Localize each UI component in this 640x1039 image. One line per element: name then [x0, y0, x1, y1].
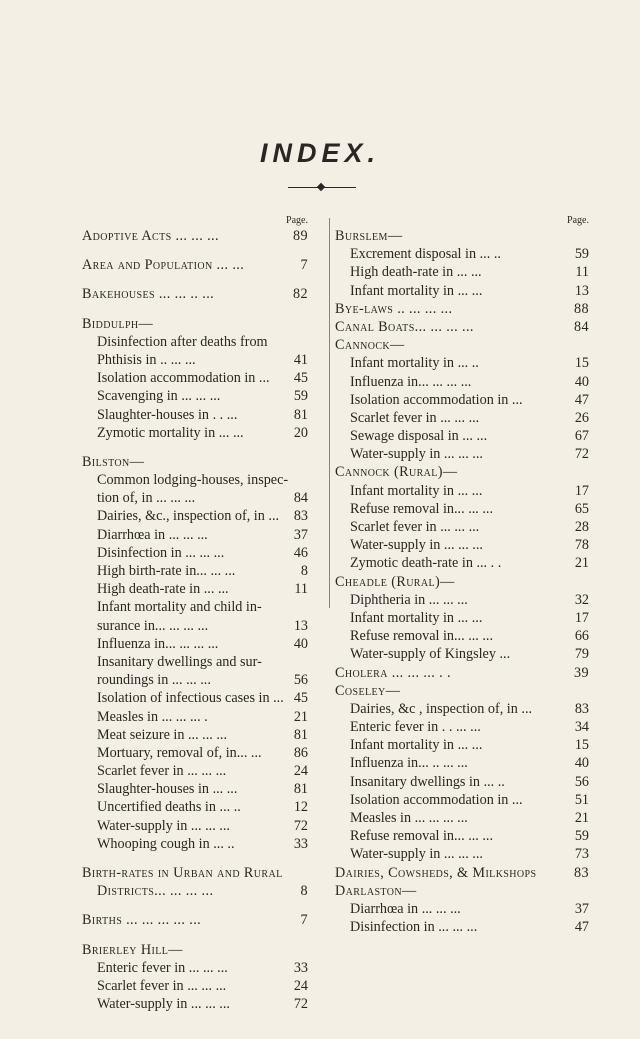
page-number: 20 — [293, 424, 308, 441]
index-subentry — [82, 526, 308, 544]
index-subentry — [335, 282, 589, 300]
page-number: 86 — [293, 744, 308, 761]
index-entry — [335, 664, 589, 682]
entry-text: Coseley— — [335, 682, 401, 699]
entry-text: High birth-rate in... ... ... — [97, 563, 236, 579]
index-subentry — [335, 918, 589, 936]
entry-text: Scarlet fever in ... ... ... — [350, 409, 480, 426]
page-number: 59 — [574, 246, 589, 263]
page-number: 13 — [574, 282, 589, 299]
index-subentry — [82, 580, 308, 598]
index-subentry — [82, 387, 308, 405]
index-subentry — [82, 653, 308, 671]
index-subentry — [82, 369, 308, 387]
index-subentry — [335, 482, 589, 500]
page-number: 72 — [293, 817, 308, 834]
index-subentry — [335, 700, 589, 718]
page-number: 56 — [574, 773, 589, 790]
page-number: 89 — [293, 228, 308, 244]
index-subentry — [335, 900, 589, 918]
index-subentry — [82, 835, 308, 853]
entry-text: High death-rate in ... ... — [350, 264, 482, 281]
entry-text: Isolation of infectious cases in ... — [97, 690, 284, 707]
entry-text: Refuse removal in... ... ... — [350, 628, 494, 645]
index-subentry — [335, 518, 589, 536]
entry-text: Infant mortality in ... ... — [350, 282, 483, 299]
index-subentry — [82, 882, 308, 900]
entry-text: Burslem— — [335, 228, 403, 244]
section-spacer — [82, 442, 308, 453]
index-subentry — [335, 391, 589, 409]
index-subentry — [335, 827, 589, 845]
page-number: 17 — [574, 482, 589, 499]
page-number: 47 — [574, 391, 589, 408]
entry-text: Diarrhœa in ... ... ... — [97, 526, 208, 543]
index-subentry — [82, 708, 308, 726]
index-subentry — [335, 409, 589, 427]
page-number: 37 — [574, 900, 589, 917]
diamond-ornament-icon — [317, 183, 325, 191]
entry-text: Diphtheria in ... ... ... — [350, 591, 468, 608]
index-subentry — [82, 798, 308, 816]
page-number: 7 — [300, 912, 308, 929]
index-subentry — [82, 507, 308, 525]
index-entry — [335, 300, 589, 318]
page-number: 45 — [293, 370, 308, 387]
index-subentry — [335, 791, 589, 809]
index-entry — [82, 227, 308, 245]
entry-text: Disinfection in ... ... ... — [350, 919, 478, 936]
page-number: 11 — [575, 264, 589, 281]
page-column-heading: Page. — [286, 215, 308, 226]
entry-text: Cholera ... ... ... . . — [335, 664, 451, 681]
index-subentry — [82, 598, 308, 616]
index-subentry — [82, 471, 308, 489]
entry-text: Dairies, &c., inspection of, in ... — [97, 508, 280, 525]
entry-text: Influenza in... ... ... ... — [350, 373, 472, 390]
index-subentry — [335, 754, 589, 772]
index-subentry — [82, 780, 308, 798]
entry-text: Disinfection in ... ... ... — [97, 544, 225, 561]
page-number: 26 — [574, 409, 589, 426]
index-subentry — [82, 617, 308, 635]
index-subentry — [82, 959, 308, 977]
page-number: 45 — [293, 690, 308, 707]
page-number: 73 — [574, 846, 589, 863]
entry-text: Bye-laws .. ... ... ... — [335, 300, 453, 317]
entry-text: Births ... ... ... ... ... — [82, 912, 202, 929]
entry-text: Biddulph— — [82, 315, 154, 332]
entry-text: Excrement disposal in ... .. — [350, 246, 501, 263]
index-subentry — [335, 245, 589, 263]
entry-text: Disinfection after deaths from — [97, 333, 268, 350]
page-number: 88 — [574, 300, 589, 317]
index-entry — [82, 285, 308, 303]
entry-text: roundings in ... ... ... — [97, 672, 211, 689]
page-number: 12 — [293, 799, 308, 816]
entry-text: Refuse removal in... ... ... — [350, 828, 494, 845]
page-number: 40 — [574, 373, 589, 390]
entry-text: Water-supply in ... ... ... — [97, 817, 230, 834]
entry-text: Sewage disposal in ... ... — [350, 428, 488, 445]
page-number: 79 — [574, 646, 589, 663]
index-subentry — [335, 263, 589, 281]
entry-text: Darlaston— — [335, 882, 417, 899]
index-subentry — [335, 354, 589, 372]
page-number: 47 — [574, 919, 589, 936]
index-subentry — [335, 445, 589, 463]
page-number: 83 — [574, 864, 589, 881]
page-number: 83 — [293, 508, 308, 525]
index-left-column — [82, 215, 308, 1013]
entry-text: Whooping cough in ... .. — [97, 835, 235, 852]
index-subentry — [82, 489, 308, 507]
index-subentry — [335, 609, 589, 627]
index-subentry — [82, 635, 308, 653]
entry-text: Infant mortality in ... ... — [350, 609, 483, 626]
entry-text: Bakehouses ... ... .. ... — [82, 286, 215, 303]
entry-text: Dairies, Cowsheds, & Milkshops — [335, 864, 537, 881]
page-title: INDEX. — [259, 138, 381, 168]
index-entry — [82, 453, 308, 471]
index-subentry — [82, 744, 308, 762]
entry-text: Diarrhœa in ... ... ... — [350, 900, 461, 917]
page-number: 82 — [293, 286, 308, 303]
entry-text: Infant mortality and child in- — [97, 599, 262, 616]
index-subentry — [335, 736, 589, 754]
entry-text: Zymotic death-rate in ... . . — [350, 555, 502, 572]
entry-text: Influenza in... .. ... ... — [350, 755, 468, 772]
page-number: 46 — [293, 544, 308, 561]
page-number: 7 — [300, 257, 308, 274]
page-number: 56 — [293, 672, 308, 689]
index-subentry — [82, 406, 308, 424]
index-subentry — [82, 995, 308, 1013]
index-entry — [82, 864, 308, 882]
page-number: 59 — [574, 828, 589, 845]
entry-text: Cheadle (Rural)— — [335, 573, 455, 590]
entry-text: Water-supply of Kingsley ... — [350, 646, 511, 663]
page-number: 11 — [294, 581, 308, 598]
index-subentry — [82, 817, 308, 835]
entry-text: Scarlet fever in ... ... ... — [97, 977, 227, 994]
page-number: 32 — [574, 591, 589, 608]
index-subentry — [82, 689, 308, 707]
section-spacer — [82, 304, 308, 315]
entry-text: Isolation accommodation in ... — [350, 391, 523, 408]
entry-text: Water-supply in ... ... ... — [350, 446, 483, 463]
entry-text: High death-rate in ... ... — [97, 581, 229, 598]
entry-text: Cannock— — [335, 337, 405, 354]
entry-text: Birth-rates in Urban and Rural — [82, 865, 283, 881]
index-subentry — [335, 645, 589, 663]
page-number: 33 — [293, 959, 308, 976]
entry-text: Infant mortality in ... ... — [350, 482, 483, 499]
index-subentry — [82, 671, 308, 689]
entry-text: Water-supply in ... ... ... — [350, 846, 483, 863]
index-entry — [335, 227, 589, 245]
page-number: 8 — [300, 883, 308, 900]
entry-text: Refuse removal in... ... ... — [350, 500, 494, 517]
entry-text: Zymotic mortality in ... ... — [97, 424, 244, 441]
index-entry — [82, 911, 308, 929]
index-entry — [335, 463, 589, 481]
page-number: 72 — [293, 996, 308, 1013]
index-entry — [335, 318, 589, 336]
page-number: 40 — [574, 755, 589, 772]
index-subentry — [82, 726, 308, 744]
page-number: 59 — [293, 388, 308, 405]
page-number: 66 — [574, 628, 589, 645]
entry-text: Districts... ... ... ... — [97, 883, 214, 900]
entry-text: Enteric fever in ... ... ... — [97, 959, 228, 976]
page-number: 13 — [293, 617, 308, 634]
index-subentry — [335, 500, 589, 518]
page-number: 81 — [293, 406, 308, 423]
page-number: 65 — [574, 500, 589, 517]
index-right-column — [335, 215, 589, 936]
index-entry — [335, 573, 589, 591]
entry-text: Insanitary dwellings and sur- — [97, 653, 262, 670]
index-subentry — [82, 424, 308, 442]
entry-text: Dairies, &c , inspection of, in ... — [350, 700, 533, 717]
index-entry — [82, 941, 308, 959]
page-number: 24 — [293, 977, 308, 994]
index-subentry — [82, 544, 308, 562]
entry-text: Isolation accommodation in ... — [97, 370, 270, 387]
page-column-heading: Page. — [567, 215, 589, 226]
index-entry — [335, 882, 589, 900]
entry-text: Brierley Hill— — [82, 941, 183, 958]
entry-text: Phthisis in .. ... ... — [97, 351, 196, 368]
index-entry — [335, 682, 589, 700]
index-subentry — [335, 773, 589, 791]
index-subentry — [335, 718, 589, 736]
page-number: 21 — [574, 555, 589, 572]
entry-text: Cannock (Rural)— — [335, 464, 458, 481]
page-number: 83 — [574, 700, 589, 717]
index-subentry — [335, 627, 589, 645]
index-subentry — [335, 373, 589, 391]
entry-text: Mortuary, removal of, in... ... — [97, 744, 262, 761]
index-entry — [82, 256, 308, 274]
page-number: 51 — [574, 791, 589, 808]
page-number: 8 — [300, 563, 308, 579]
page-number: 28 — [574, 519, 589, 535]
entry-text: Scarlet fever in ... ... ... — [97, 763, 227, 780]
page-number: 41 — [293, 351, 308, 368]
entry-text: Measles in ... ... ... . — [97, 708, 208, 725]
page-number: 72 — [574, 446, 589, 463]
index-entry — [335, 336, 589, 354]
section-spacer — [82, 274, 308, 285]
section-spacer — [82, 245, 308, 256]
index-subentry — [335, 845, 589, 863]
section-spacer — [82, 853, 308, 864]
entry-text: Adoptive Acts ... ... ... — [82, 228, 219, 244]
index-subentry — [82, 333, 308, 351]
entry-text: Canal Boats... ... ... ... — [335, 318, 474, 335]
index-subentry — [335, 591, 589, 609]
page-number: 17 — [574, 609, 589, 626]
index-subentry — [335, 809, 589, 827]
index-subentry — [335, 427, 589, 445]
page-number: 21 — [293, 708, 308, 725]
column-divider — [329, 218, 330, 608]
entry-text: Slaughter-houses in ... ... — [97, 781, 238, 798]
entry-text: surance in... ... ... ... — [97, 617, 209, 634]
entry-text: Isolation accommodation in ... — [350, 791, 523, 808]
section-spacer — [82, 930, 308, 941]
page-number: 24 — [293, 763, 308, 780]
page-number: 84 — [574, 318, 589, 335]
entry-text: Scarlet fever in ... ... ... — [350, 519, 480, 535]
page-number: 67 — [574, 428, 589, 445]
index-entry — [335, 864, 589, 882]
index-subentry — [82, 562, 308, 580]
page-number: 37 — [293, 526, 308, 543]
entry-text: tion of, in ... ... ... — [97, 490, 196, 507]
page-number: 33 — [293, 835, 308, 852]
section-spacer — [82, 900, 308, 911]
entry-text: Meat seizure in ... ... ... — [97, 726, 228, 743]
entry-text: Slaughter-houses in . . ... — [97, 406, 238, 423]
page-number: 21 — [574, 810, 589, 826]
entry-text: Measles in ... ... ... ... — [350, 810, 468, 826]
page-number: 40 — [293, 635, 308, 652]
entry-text: Enteric fever in . . ... ... — [350, 719, 481, 736]
page-number: 39 — [574, 664, 589, 681]
page-number: 81 — [293, 726, 308, 743]
index-subentry — [335, 554, 589, 572]
entry-text: Water-supply in ... ... ... — [97, 996, 230, 1013]
entry-text: Insanitary dwellings in ... .. — [350, 773, 505, 790]
page-number: 15 — [574, 355, 589, 372]
index-subentry — [82, 351, 308, 369]
entry-text: Infant mortality in ... .. — [350, 355, 479, 372]
page-number: 84 — [293, 490, 308, 507]
entry-text: Uncertified deaths in ... .. — [97, 799, 241, 816]
page-number: 78 — [574, 537, 589, 554]
entry-text: Common lodging-houses, inspec- — [97, 472, 289, 489]
index-subentry — [82, 762, 308, 780]
entry-text: Influenza in... ... ... ... — [97, 635, 219, 652]
index-entry — [82, 315, 308, 333]
entry-text: Scavenging in ... ... ... — [97, 388, 221, 405]
page-number: 34 — [574, 719, 589, 736]
page-number: 81 — [293, 781, 308, 798]
entry-text: Infant mortality in ... ... — [350, 737, 483, 754]
page-number: 15 — [574, 737, 589, 754]
entry-text: Bilston— — [82, 453, 145, 470]
entry-text: Area and Population ... ... — [82, 257, 245, 274]
entry-text: Water-supply in ... ... ... — [350, 537, 483, 554]
index-subentry — [335, 536, 589, 554]
index-subentry — [82, 977, 308, 995]
